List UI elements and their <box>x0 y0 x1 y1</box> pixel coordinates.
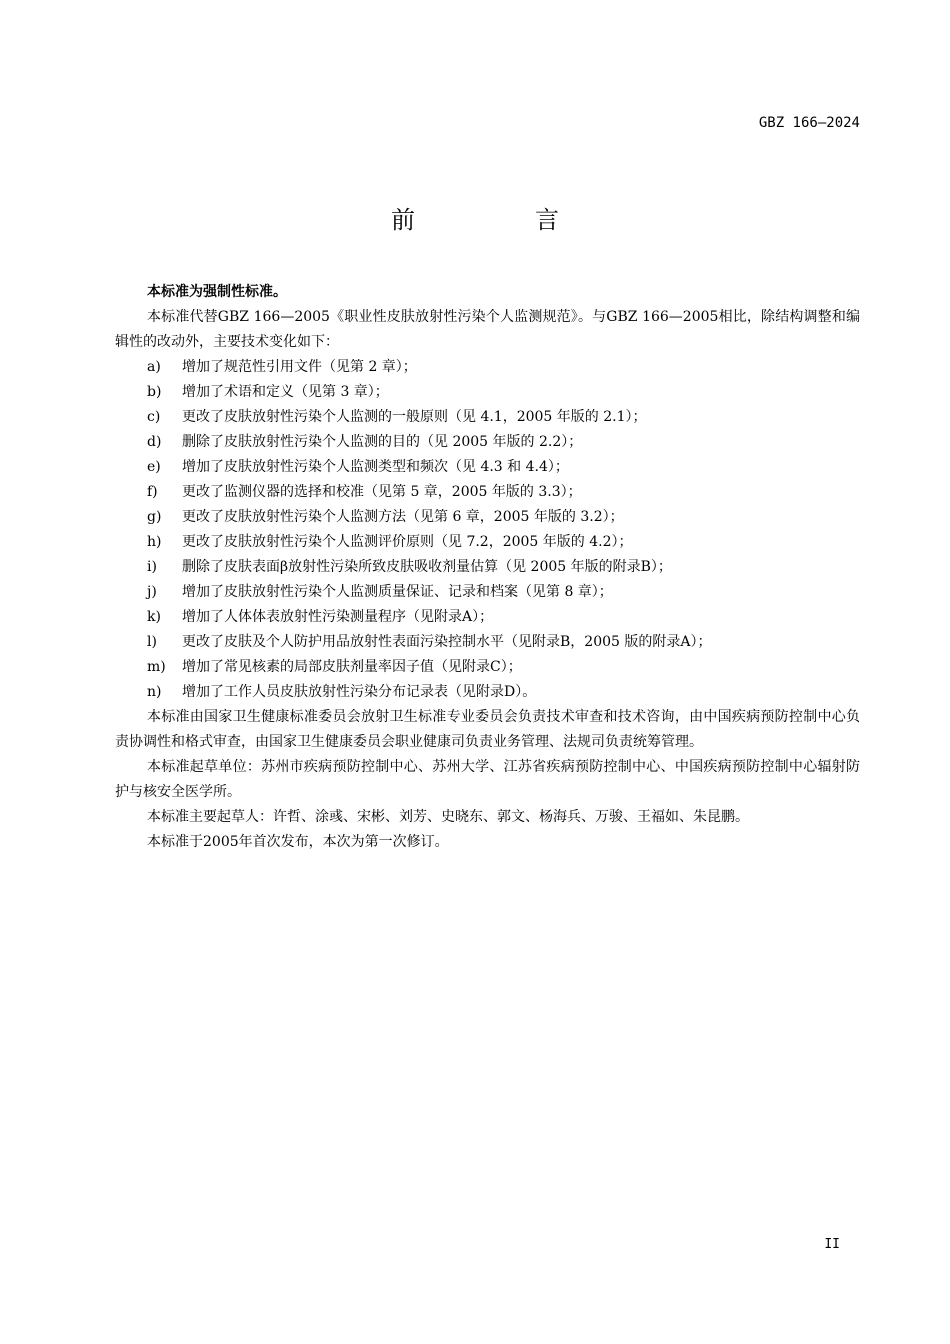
list-item-text: 增加了常见核素的局部皮肤剂量率因子值（见附录C）； <box>182 659 522 675</box>
page-number: II <box>824 1237 840 1252</box>
list-item <box>115 655 860 680</box>
list-marker: g) <box>147 509 162 525</box>
list-item <box>115 380 860 405</box>
list-marker: k) <box>147 609 161 625</box>
list-item <box>115 355 860 380</box>
list-marker: h) <box>147 534 162 550</box>
publication-history: 本标准于2005年首次发布，本次为第一次修订。 <box>147 834 449 850</box>
list-item <box>115 630 860 655</box>
list-marker: d) <box>147 434 162 450</box>
document-code: GBZ 166—2024 <box>758 115 860 131</box>
drafting-units: 本标准起草单位：苏州市疾病预防控制中心、苏州大学、江苏省疾病预防控制中心、中国疾病预防控制中心辐射防护与核安全医学所。 <box>115 759 860 800</box>
list-marker: i) <box>147 559 157 575</box>
mandatory-statement: 本标准为强制性标准。 <box>147 284 287 300</box>
list-item <box>115 530 860 555</box>
list-item-text: 增加了规范性引用文件（见第 2 章）； <box>182 359 417 375</box>
replacement-statement: 本标准代替GBZ 166—2005《职业性皮肤放射性污染个人监测规范》。与GBZ 166—2005相比，除结构调整和编辑性的改动外，主要技术变化如下： <box>115 309 860 350</box>
list-marker: a) <box>147 359 161 375</box>
list-item <box>115 480 860 505</box>
list-item <box>115 680 860 705</box>
list-marker: c) <box>147 409 161 425</box>
list-item-text: 增加了皮肤放射性污染个人监测类型和频次（见 4.3 和 4.4）； <box>182 459 569 475</box>
list-item <box>115 580 860 605</box>
list-item-text: 更改了皮肤放射性污染个人监测方法（见第 6 章，2005 年版的 3.2）； <box>182 509 624 525</box>
list-item <box>115 405 860 430</box>
page-title: 前 言 <box>391 206 607 234</box>
list-item-text: 增加了术语和定义（见第 3 章）； <box>182 384 389 400</box>
list-item-text: 增加了工作人员皮肤放射性污染分布记录表（见附录D）。 <box>182 684 537 700</box>
list-marker: n) <box>147 684 162 700</box>
list-item-text: 删除了皮肤表面β放射性污染所致皮肤吸收剂量估算（见 2005 年版的附录B）； <box>182 559 672 575</box>
list-item-text: 更改了监测仪器的选择和校准（见第 5 章，2005 年版的 3.3）； <box>182 484 582 500</box>
list-marker: l) <box>147 634 157 650</box>
list-item-text: 增加了皮肤放射性污染个人监测质量保证、记录和档案（见第 8 章）； <box>182 584 613 600</box>
list-marker: m) <box>147 659 166 675</box>
list-marker: b) <box>147 384 162 400</box>
list-item-text: 增加了人体体表放射性污染测量程序（见附录A）； <box>182 609 494 625</box>
list-item <box>115 430 860 455</box>
list-item-text: 更改了皮肤放射性污染个人监测评价原则（见 7.2，2005 年版的 4.2）； <box>182 534 633 550</box>
list-item <box>115 605 860 630</box>
review-statement: 本标准由国家卫生健康标准委员会放射卫生标准专业委员会负责技术审查和技术咨询，由中国疾病预防控制中心负责协调性和格式审查，由国家卫生健康委员会职业健康司负责业务管理、法规司负责统筹管理。 <box>115 709 860 750</box>
technical-changes-list <box>115 355 860 705</box>
foreword-body <box>115 280 860 855</box>
list-item-text: 删除了皮肤放射性污染个人监测的目的（见 2005 年版的 2.2）； <box>182 434 583 450</box>
list-item <box>115 555 860 580</box>
list-item-text: 更改了皮肤及个人防护用品放射性表面污染控制水平（见附录B，2005 版的附录A）； <box>182 634 712 650</box>
list-marker: f) <box>147 484 158 500</box>
drafters: 本标准主要起草人：许哲、涂彧、宋彬、刘芳、史晓东、郭文、杨海兵、万骏、王福如、朱昆鹏。 <box>147 809 749 825</box>
list-marker: j) <box>147 584 157 600</box>
list-item <box>115 455 860 480</box>
list-item <box>115 505 860 530</box>
list-item-text: 更改了皮肤放射性污染个人监测的一般原则（见 4.1，2005 年版的 2.1）； <box>182 409 647 425</box>
list-marker: e) <box>147 459 161 475</box>
